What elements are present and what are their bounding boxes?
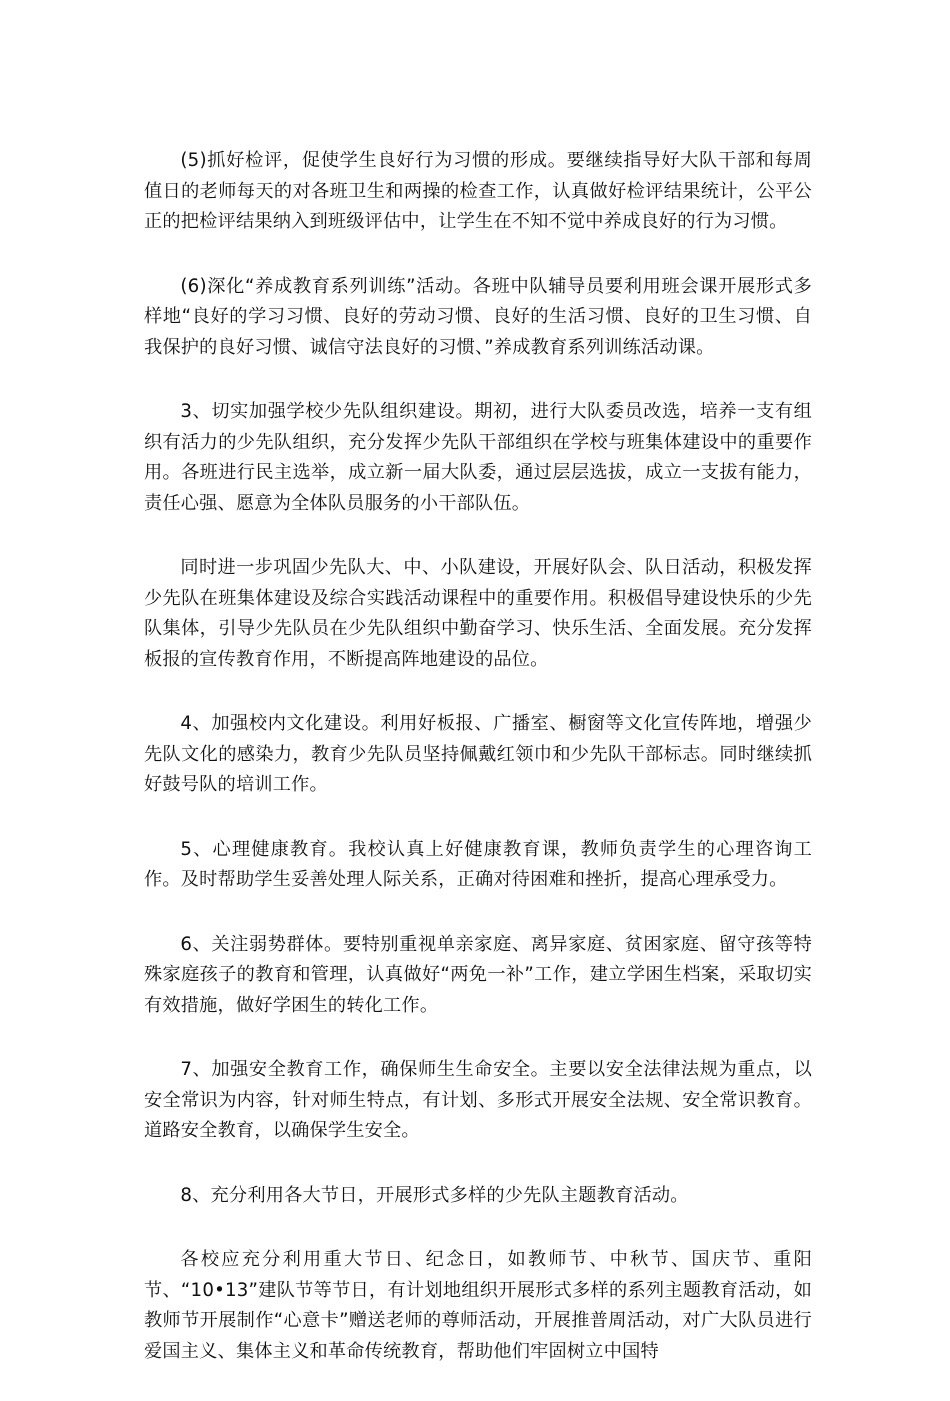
paragraph-section-6: 6、关注弱势群体。要特别重视单亲家庭、离异家庭、贫困家庭、留守孩等特殊家庭孩子的教育和管理，认真做好“两免一补”工作，建立学困生档案，采取切实有效措施，做好学困生的转化工作。 <box>144 933 812 1016</box>
paragraph-section-8-continued: 各校应充分利用重大节日、纪念日，如教师节、中秋节、国庆节、重阳节、“10•13”建队节等节日，有计划地组织开展形式多样的系列主题教育活动，如教师节开展制作“心意卡”赠送老师的尊师活动，开展推普周活动，对广大队员进行爱国主义、集体主义和革命传统教育，帮助他们牢固树立中国特 <box>144 1249 812 1362</box>
document-body <box>144 146 812 1401</box>
paragraph-section-3-continued: 同时进一步巩固少先队大、中、小队建设，开展好队会、队日活动，积极发挥少先队在班集体建设及综合实践活动课程中的重要作用。积极倡导建设快乐的少先队集体，引导少先队员在少先队组织中勤奋学习、快乐生活、全面发展。充分发挥板报的宣传教育作用，不断提高阵地建设的品位。 <box>144 557 812 670</box>
paragraph-item-5: (5)抓好检评，促使学生良好行为习惯的形成。要继续指导好大队干部和每周值日的老师每天的对各班卫生和两操的检查工作，认真做好检评结果统计，公平公正的把检评结果纳入到班级评估中，让学生在不知不觉中养成良好的行为习惯。 <box>144 150 812 232</box>
paragraph-item-6: (6)深化“养成教育系列训练”活动。各班中队辅导员要利用班会课开展形式多样地“良好的学习习惯、良好的劳动习惯、良好的生活习惯、良好的卫生习惯、自我保护的良好习惯、诚信守法良好的习惯、”养成教育系列训练活动课。 <box>144 275 812 358</box>
paragraph-section-5: 5、心理健康教育。我校认真上好健康教育课，教师负责学生的心理咨询工作。及时帮助学生妥善处理人际关系，正确对待困难和挫折，提高心理承受力。 <box>144 838 812 890</box>
paragraph-section-8: 8、充分利用各大节日，开展形式多样的少先队主题教育活动。 <box>180 1184 689 1206</box>
paragraph-section-4: 4、加强校内文化建设。利用好板报、广播室、橱窗等文化宣传阵地，增强少先队文化的感染力，教育少先队员坚持佩戴红领巾和少先队干部标志。同时继续抓好鼓号队的培训工作。 <box>144 713 812 795</box>
paragraph-section-3: 3、切实加强学校少先队组织建设。期初，进行大队委员改选，培养一支有组织有活力的少先队组织，充分发挥少先队干部组织在学校与班集体建设中的重要作用。各班进行民主选举，成立新一届大队委，通过层层选拔，成立一支拔有能力，责任心强、愿意为全体队员服务的小干部队伍。 <box>144 401 812 514</box>
paragraph-section-7: 7、加强安全教育工作，确保师生生命安全。主要以安全法律法规为重点，以安全常识为内容，针对师生特点，有计划、多形式开展安全法规、安全常识教育。道路安全教育，以确保学生安全。 <box>144 1059 812 1141</box>
